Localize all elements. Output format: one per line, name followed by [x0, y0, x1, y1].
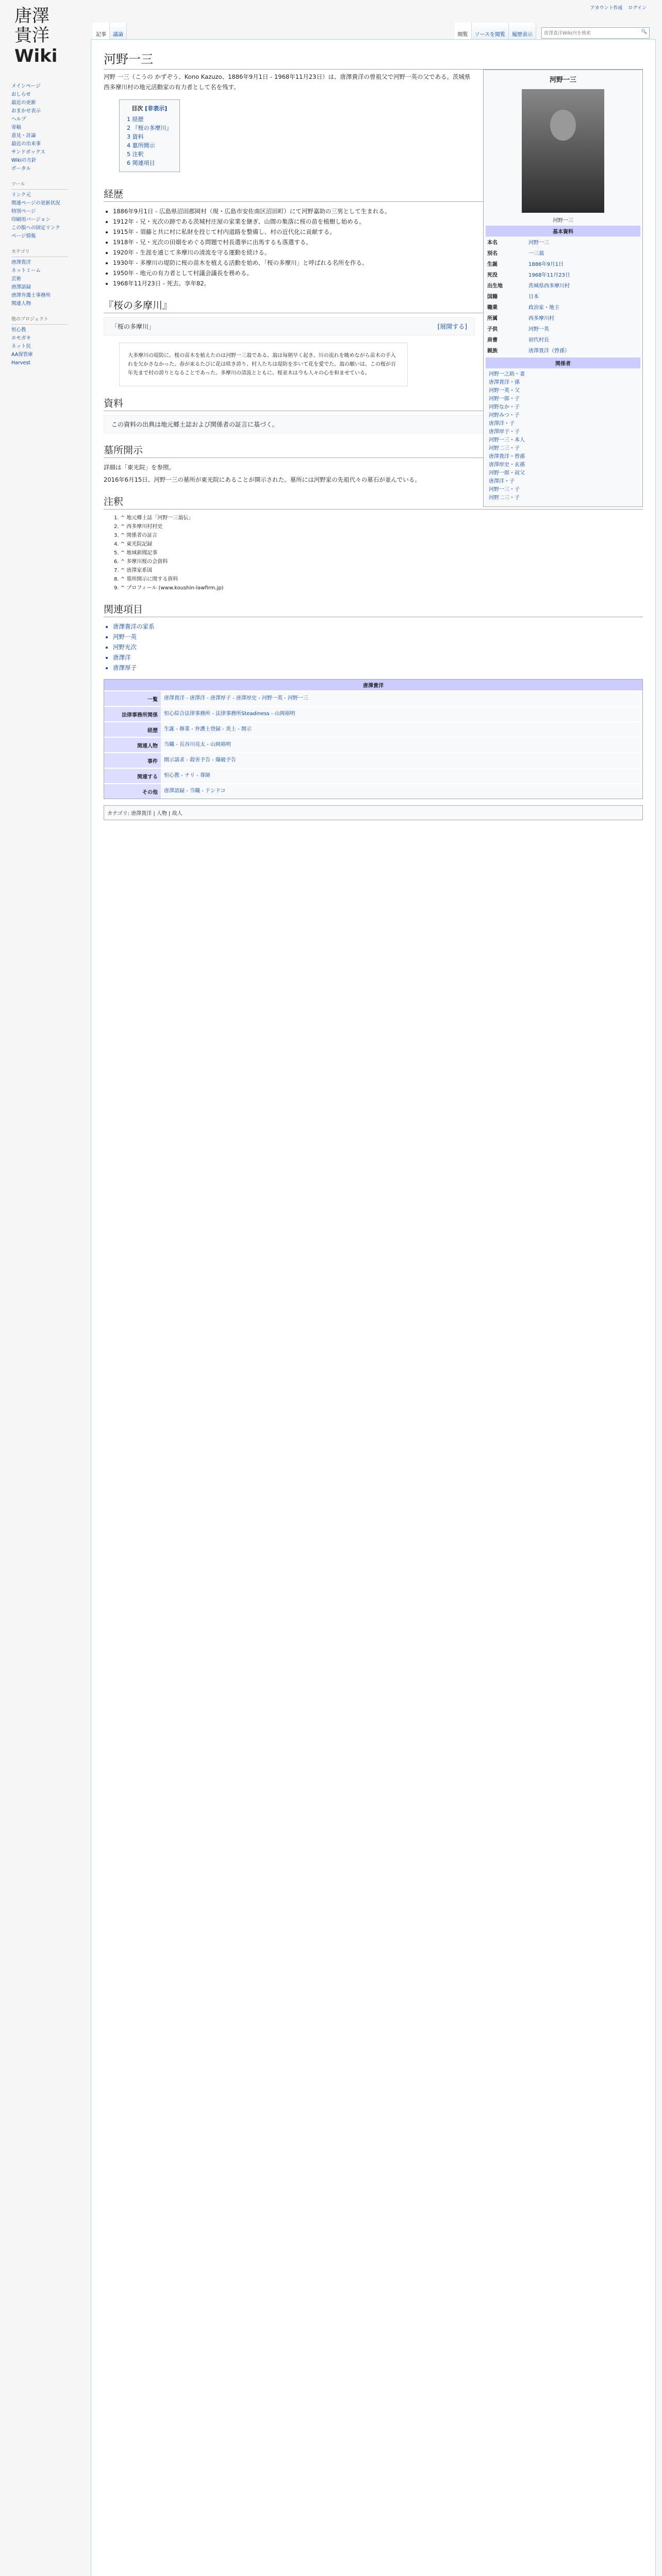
family-item[interactable]: 河野一三・本人 [489, 437, 525, 443]
tab-read[interactable]: 閲覧 [455, 23, 472, 39]
toc-item[interactable]: 6 関連項目 [127, 160, 155, 166]
infobox-value[interactable]: 日本 [528, 294, 539, 300]
create-account-link[interactable]: アカウント作成 [590, 6, 623, 11]
sidebar-category-item[interactable]: 芸術 [11, 276, 22, 282]
navbox-group: 法律事務所関係 [104, 706, 161, 722]
table-of-contents [119, 99, 180, 172]
family-item[interactable]: 河野みつ・子 [489, 413, 520, 418]
toc-item[interactable]: 3 資料 [127, 133, 144, 140]
footnote: 4. ^ 東光院記録 [114, 541, 153, 547]
infobox-label: 子供 [487, 327, 498, 332]
sidebar-tool-item[interactable]: 関連ページの更新状況 [11, 200, 60, 206]
related-link[interactable]: • 唐澤厚子 [113, 663, 643, 673]
search-icon[interactable]: 🔍 [641, 29, 647, 35]
navbox-group: 関連人物 [104, 737, 161, 753]
infobox-row [486, 269, 640, 280]
infobox-label: 職業 [487, 305, 498, 311]
heading-poem: 『桜の多摩川』 [104, 298, 643, 313]
sidebar-project-item[interactable]: 恒心教 [11, 327, 26, 333]
page-title: 河野一三 [104, 49, 643, 70]
heading-grave: 墓所開示 [104, 443, 643, 458]
infobox-label: 肩書 [487, 337, 498, 343]
navbox-links[interactable]: 唐澤貴洋 - 唐澤洋 - 唐澤厚子 - 唐澤厚史 - 河野一英 - 河野一三 [161, 691, 642, 706]
family-item[interactable]: 唐澤洋・子 [489, 479, 515, 484]
navbox-links[interactable]: 恒心教 - ナリ - 尊師 [161, 768, 642, 784]
sidebar-category-item[interactable]: 唐澤語録 [11, 284, 31, 290]
navbox-links[interactable]: 当職 - 長谷川亮太 - 山岡裕明 [161, 737, 642, 753]
navbox-group: 経歴 [104, 722, 161, 737]
footnote: 1. ^ 地元郷土誌「河野一三翁伝」 [114, 515, 194, 521]
sidebar-project-item[interactable]: Harvest [11, 360, 31, 366]
infobox-label: 国籍 [487, 294, 498, 300]
sidebar-category-item[interactable]: 関連人物 [11, 301, 31, 307]
toc-title: 目次 [131, 105, 143, 112]
family-item[interactable]: 唐澤洋・子 [489, 421, 515, 427]
infobox-label: 死没 [487, 273, 498, 278]
career-item: • 1930年 - 多摩川の堤防に桜の苗木を植える活動を始め、「桜の多摩川」と呼ばれる名所を作る。 [113, 258, 643, 268]
infobox-label: 親族 [487, 348, 498, 354]
navbox-links[interactable]: 生誕 - 修業 - 弁護士登録 - 炎上 - 開示 [161, 722, 642, 737]
career-item: • 1968年11月23日 - 死去。享年82。 [113, 278, 643, 289]
logo-line3: Wiki [14, 46, 58, 66]
sidebar-tool-item[interactable]: この版への固定リンク [11, 225, 60, 231]
infobox-row [486, 301, 640, 312]
sidebar-item[interactable]: 意見・討論 [11, 133, 36, 139]
grave-note: 詳細は「東光院」を参照。 [104, 464, 175, 471]
heading-related: 関連項目 [104, 602, 643, 617]
infobox-row [486, 258, 640, 269]
tab-history[interactable]: 履歴表示 [509, 23, 536, 39]
data-box: この資料の出典は地元郷土誌および関係者の証言に基づく。 [104, 415, 643, 433]
infobox-label: 別名 [487, 251, 498, 257]
career-item: • 1912年 - 兄・光次の跡である茨城村庄屋の家業を継ぎ、山間の集落に桜の苗を植樹し始める。 [113, 216, 643, 227]
infobox-value[interactable]: 1886年9月1日 [528, 262, 564, 267]
navbox-row [104, 768, 642, 784]
family-item[interactable]: 河野二三・子 [489, 495, 520, 501]
toc-item[interactable]: 5 注釈 [127, 151, 144, 158]
content-area [91, 39, 656, 2576]
footnote: 9. ^ プロフィール (www.koushin-lawfirm.jp) [114, 585, 224, 591]
family-item[interactable]: 河野二三・子 [489, 446, 520, 451]
sidebar-category-item[interactable]: ネットミーム [11, 268, 41, 274]
sidebar-item[interactable]: Wikiの方針 [11, 158, 37, 163]
career-item: • 1920年 - 生涯を通じて多摩川の清流を守る運動を続ける。 [113, 247, 643, 258]
infobox-row [486, 291, 640, 301]
sidebar-item[interactable]: サンドボックス [11, 149, 45, 155]
heading-notes: 注釈 [104, 494, 643, 510]
navbox [104, 679, 643, 799]
poem-expand-toggle[interactable]: [展開する] [437, 323, 467, 330]
related-link[interactable]: • 河野一英 [113, 632, 643, 642]
navbox-row [104, 753, 642, 768]
infobox-value[interactable]: 河野一英 [528, 327, 549, 332]
related-link[interactable]: • 河野光次 [113, 642, 643, 652]
career-item: • 1918年 - 兄・光次の田畑をめぐる問題で村長選挙に出馬するも落選する。 [113, 237, 643, 247]
sidebar-item[interactable]: 最近の更新 [11, 100, 36, 106]
sidebar-item[interactable]: おしらせ [11, 92, 31, 97]
infobox [483, 70, 643, 507]
sidebar-category-item[interactable]: 唐澤弁護士事務所 [11, 293, 51, 298]
sidebar-item[interactable]: メインページ [11, 83, 41, 89]
navbox-row [104, 691, 642, 706]
infobox-row [486, 323, 640, 334]
sidebar-tool-item[interactable]: 特別ページ [11, 209, 36, 214]
navbox-group: 事件 [104, 753, 161, 768]
footnote: 3. ^ 関係者の証言 [114, 533, 158, 538]
sidebar-item[interactable]: 寄稿 [11, 125, 22, 130]
infobox-row [486, 312, 640, 323]
infobox-family-header: 関係者 [486, 358, 640, 368]
family-item[interactable]: 河野一三・子 [489, 487, 520, 493]
tab-talk[interactable]: 議論 [110, 23, 127, 39]
infobox-row [486, 334, 640, 345]
family-item[interactable]: 河野一郎・子 [489, 396, 520, 402]
infobox-label: 所属 [487, 316, 498, 321]
toc-item[interactable]: 4 墓所開示 [127, 142, 155, 149]
logo-line1: 唐澤 [14, 6, 49, 26]
navbox-row [104, 706, 642, 722]
tab-view-source[interactable]: ソースを閲覧 [472, 23, 509, 39]
navbox-links[interactable]: 唐澤語録 - 当職 - ドンドコ [161, 784, 642, 799]
related-link[interactable]: • 唐澤洋 [113, 652, 643, 663]
infobox-value[interactable]: 西多摩川村 [528, 316, 554, 321]
infobox-label: 出生地 [487, 283, 503, 289]
lead-paragraph: 河野 一三（こうの かずぞう、Kono Kazuzo、1886年9月1日 - 1968年11月23日）は、唐澤貴洋の曾祖父で河野一英の父である。茨城県西多摩川村の地元活動家の有力者として名を残す。 [104, 73, 471, 91]
family-item[interactable]: 河野なか・子 [489, 404, 520, 410]
navbox-title[interactable]: 唐澤貴洋 [104, 680, 642, 690]
toc-item[interactable]: 2 『桜の多摩川』 [127, 125, 172, 131]
sidebar-item[interactable]: おまかせ表示 [11, 108, 41, 114]
sidebar-project-item[interactable]: ホモガキ [11, 335, 31, 341]
heading-data: 資料 [104, 396, 643, 411]
sidebar-item[interactable]: ヘルプ [11, 116, 26, 122]
infobox-title: 河野一三 [549, 76, 576, 84]
view-tabs [455, 23, 650, 39]
family-item[interactable]: 河野一之助・妻 [489, 371, 525, 377]
toc-item[interactable]: 1 経歴 [127, 116, 144, 123]
infobox-value[interactable]: 政治家・地主 [528, 305, 559, 311]
heading-career: 経歴 [104, 187, 643, 202]
sidebar-item[interactable]: ポータル [11, 166, 31, 172]
search-placeholder: 唐澤貴洋Wiki内を検索 [544, 31, 591, 36]
career-item: • 1915年 - 須藤と共に村に私財を投じて村内道路を整備し、村の近代化に貢献する。 [113, 227, 643, 237]
infobox-value[interactable]: 一三翁 [528, 251, 544, 257]
infobox-value[interactable]: 唐澤貴洋（曾孫） [528, 348, 570, 354]
portrait-photo[interactable] [522, 89, 604, 213]
infobox-label: 生誕 [487, 262, 498, 267]
footnote: 7. ^ 唐澤家系図 [114, 568, 153, 573]
navbox-group: その他 [104, 784, 161, 799]
sidebar-category-item[interactable]: 唐澤貴洋 [11, 260, 31, 265]
family-item[interactable]: 河野一英・父 [489, 388, 520, 394]
family-item[interactable]: 唐澤貴洋・曾孫 [489, 454, 525, 460]
sidebar-tool-item[interactable]: ページ情報 [11, 233, 36, 239]
login-link[interactable]: ログイン [628, 6, 647, 11]
grave-text: 2016年6月15日、河野一三の墓所が東光院にあることが開示された。墓所には河野家の先祖代々の墓石が並んでいる。 [104, 476, 421, 483]
site-logo[interactable] [4, 1, 76, 73]
family-item[interactable]: 河野一郎・叔父 [489, 470, 525, 476]
related-link[interactable]: • 唐澤貴洋の家系 [113, 621, 643, 632]
toc-hide-toggle[interactable]: [非表示] [145, 105, 168, 112]
sidebar-project-item[interactable]: AA保管庫 [11, 352, 33, 358]
sidebar-heading-projects: 他のプロジェクト [11, 315, 68, 325]
navbox-row [104, 737, 642, 753]
photo-caption: 河野一三 [553, 218, 573, 224]
namespace-tabs [93, 23, 127, 39]
footnote: 8. ^ 墓所開示に関する資料 [114, 577, 178, 582]
navbox-group: 関連する [104, 768, 161, 784]
career-item: • 1950年 - 地元の有力者として村議会議長を務める。 [113, 268, 643, 278]
infobox-row [486, 345, 640, 355]
search-input[interactable] [541, 27, 650, 39]
sidebar-heading-tools: ツール [11, 180, 68, 190]
footnote: 5. ^ 地域新聞記事 [114, 550, 158, 556]
sidebar-item[interactable]: 最近の出来事 [11, 141, 41, 147]
sidebar [0, 82, 87, 367]
navbox-links[interactable]: 恒心綜合法律事務所 - 法律事務所Steadiness - 山岡裕明 [161, 706, 642, 722]
sidebar-heading-categories: カテゴリ [11, 248, 68, 257]
infobox-section-header: 基本資料 [486, 226, 640, 236]
family-item[interactable]: 唐澤厚史・玄孫 [489, 462, 525, 468]
navbox-group: 一覧 [104, 691, 161, 706]
infobox-row [486, 280, 640, 291]
sidebar-tool-item[interactable]: リンク元 [11, 192, 31, 198]
sidebar-project-item[interactable]: ネット民 [11, 344, 31, 349]
infobox-row [486, 247, 640, 258]
tab-article[interactable]: 記事 [93, 23, 110, 39]
poem-subtitle: 「桜の多摩川」 [111, 323, 155, 330]
infobox-value[interactable]: 初代村長 [528, 337, 549, 343]
sidebar-tool-item[interactable]: 印刷用バージョン [11, 217, 51, 223]
infobox-label: 本名 [487, 240, 498, 246]
footnote: 2. ^ 西多摩川村村史 [114, 524, 163, 530]
infobox-value[interactable]: 茨城県西多摩川村 [528, 283, 570, 289]
family-item[interactable]: 唐澤貴洋・孫 [489, 380, 520, 385]
infobox-value[interactable]: 1968年11月23日 [528, 273, 570, 278]
infobox-row [486, 236, 640, 247]
career-item: • 1886年9月1日 - 広島県沼田郡岡村（現・広島市安佐南区沼田町）にて河野嘉助の三男として生まれる。 [113, 206, 643, 216]
navbox-row [104, 722, 642, 737]
personal-tools [586, 4, 647, 11]
navbox-links[interactable]: 開示請求 - 殺害予告 - 爆破予告 [161, 753, 642, 768]
infobox-value[interactable]: 河野一三 [528, 240, 549, 246]
category-links[interactable]: カテゴリ: 唐澤貴洋 | 人物 | 故人 [104, 805, 643, 820]
navbox-row [104, 784, 642, 799]
logo-line2: 貴洋 [14, 25, 49, 46]
footnote: 6. ^ 多摩川桜の会資料 [114, 559, 168, 565]
poem-text: 大多摩川の堤防に、桜の苗木を植えたのは河野一三翁である。翁は毎朝早く起き、川の流れを眺めながら苗木の手入れを欠かさなかった。春が来るたびに花は咲き誇り、村人たちは堤防を歩いて花を愛でた。翁の願いは、この桜が百年先まで村の誇りとなることであった。多摩川の清流とともに、桜並木は今も人々の心を和ませている。 [119, 343, 408, 386]
family-item[interactable]: 唐澤厚子・子 [489, 429, 520, 435]
